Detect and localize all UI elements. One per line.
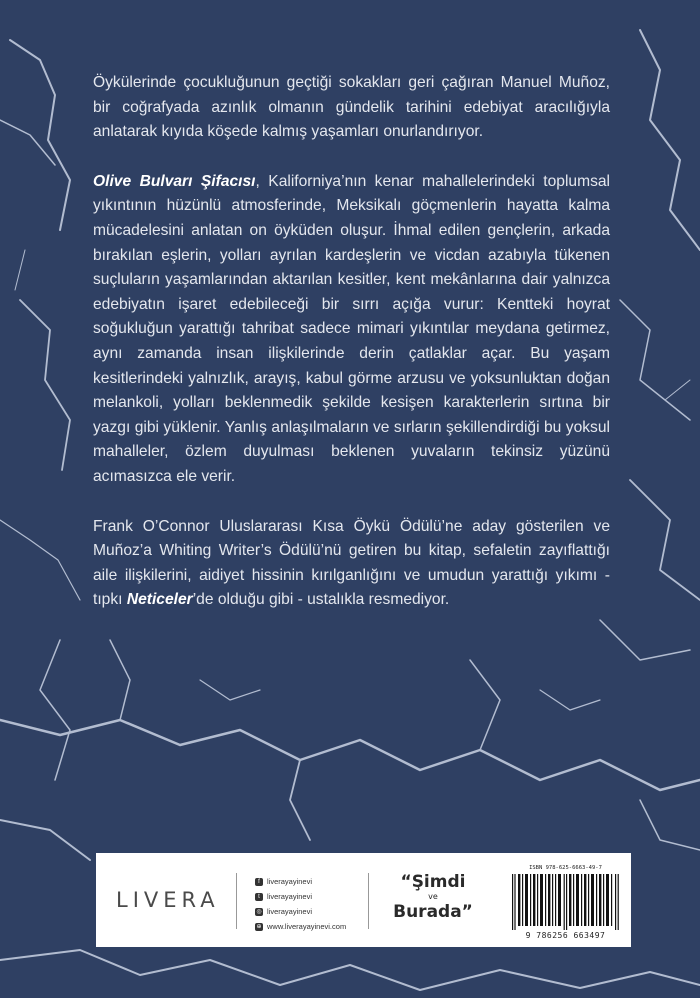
back-cover-blurb — [93, 71, 610, 638]
divider — [368, 873, 369, 929]
publisher-logo: LIVERA — [116, 888, 220, 912]
series-line-2: ve — [428, 892, 438, 901]
series-line-1: “Şimdi — [400, 872, 466, 892]
isbn-label: ISBN 978-625-6663-49-7 — [529, 865, 602, 871]
series-logo — [383, 872, 483, 922]
website-url: www.liverayayinevi.com — [267, 922, 347, 931]
social-handle: liverayayinevi — [267, 892, 313, 901]
divider — [236, 873, 237, 929]
publisher-strip — [96, 853, 631, 947]
twitter-icon: t — [255, 893, 263, 901]
social-item — [255, 889, 346, 904]
social-handle: liverayayinevi — [267, 907, 313, 916]
blurb-paragraph-2-text: , Kaliforniya’nın kenar mahallelerindeki toplumsal yıkıntının hüzünlü atmosferinde, Meksikalı göçmenlerin hayatta kalma mücadelesini anlatan on öyküden oluşur. İhmal edilen gençlerin, arkada bırakılan eşlerin, yolları ayrılan kardeşlerin ve vicdan azabıyla tükenen suçluların yaşamlarından aktarılan kesitler, kent mekânlarına dair yalnızca edebiyatın işaret edebileceği bir sırrı açığa vurur: Kentteki hoyrat soğukluğun yarattığı tahribat sadece mimari yıkıntılar meydana getirmez, aynı zamanda insan ilişkilerinde derin çatlaklar açar. Bu yaşam kesitlerindeki yalnızlık, arayış, kabul görme arzusu ve yoksunluktan doğan melankoli, yolları beklenmedik şekilde kesişen karakterlerin sırtına bir yazgı gibi yüklenir. Yanlış anlaşılmaların ve sırların şekillendirdiği bu yoksul mahalleler, özlem duyulması beklenen yuvaların tekinsiz yüzünü acımasızca ele verir. — [93, 172, 611, 485]
social-handle: liverayayinevi — [267, 877, 313, 886]
book-title: Olive Bulvarı Şifacısı — [93, 172, 256, 190]
blurb-paragraph-1: Öykülerinde çocukluğunun geçtiği sokakları geri çağıran Manuel Muñoz, bir coğrafyada azınlık olmanın gündelik tarihini edebiyat aracılığıyla anlatarak kıyıda köşede kalmış yaşamları onurlandırıyor. — [93, 74, 610, 141]
isbn-barcode — [508, 865, 623, 941]
blurb-paragraph-3 — [93, 515, 610, 613]
social-item — [255, 919, 346, 934]
blurb-paragraph-3-end: ’de olduğu gibi - ustalıkla resmediyor. — [192, 591, 450, 609]
instagram-icon: ◎ — [256, 908, 262, 915]
social-item — [255, 874, 346, 889]
blurb-paragraph-2 — [93, 170, 610, 490]
series-line-3: Burada” — [393, 902, 473, 922]
facebook-icon: f — [255, 878, 263, 886]
blurb-paragraph-3-start: Frank O’Connor Uluslararası Kısa Öykü Ödülü’ne aday gösterilen ve Muñoz’a Whiting Writer’s Ödülü’nü getiren bu kitap, sefaletin zayıflattığı aile ilişkilerini, aidiyet hissinin kırılganlığını ve umudun yarattığı yıkımı - tıpkı — [93, 517, 610, 609]
barcode-digits: 9 786256 663497 — [525, 931, 606, 940]
globe-icon: ⊕ — [256, 923, 262, 930]
social-item — [255, 904, 346, 919]
related-book-title: Neticeler — [126, 591, 193, 609]
barcode-bars — [512, 874, 619, 930]
social-links — [255, 874, 346, 934]
